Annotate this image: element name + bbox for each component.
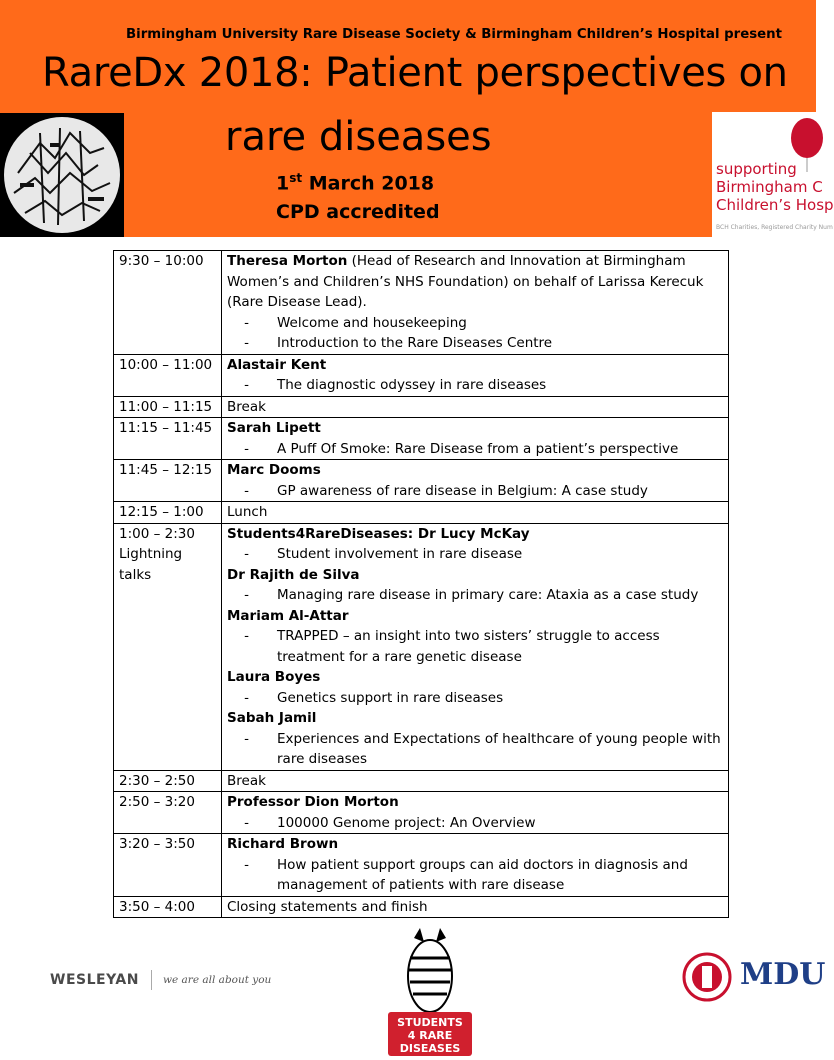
event-date: 1st March 2018 <box>276 171 435 195</box>
session-details <box>222 523 729 770</box>
charity-logo-text3: Children’s Hosp <box>716 196 834 214</box>
time-text: 10:00 – 11:00 <box>119 356 213 373</box>
schedule-row <box>114 251 729 355</box>
students-logo-l1: STUDENTS <box>397 1016 463 1029</box>
session-details <box>222 770 729 792</box>
schedule-table <box>113 250 729 918</box>
talk-item <box>227 855 723 896</box>
speaker-role: (Head of Research and Innovation at Birmingham Women’s and Children’s NHS Foundation) on behalf of Larissa Kerecuk (Rare Disease Lead). <box>227 253 704 310</box>
talk-item <box>227 626 723 667</box>
time-text: 3:50 – 4:00 <box>119 898 195 915</box>
schedule-row <box>114 396 729 418</box>
session-text: Closing statements and finish <box>227 898 428 915</box>
session-details <box>222 251 729 355</box>
session-details <box>222 896 729 918</box>
speaker-line <box>227 708 723 729</box>
dash-bullet: - <box>244 628 249 644</box>
session-details <box>222 354 729 396</box>
time-note: Lightning <box>119 546 183 562</box>
time-slot <box>114 792 222 834</box>
speaker-line <box>227 524 723 545</box>
talk-title: Introduction to the Rare Diseases Centre <box>277 335 553 351</box>
talk-item <box>227 688 723 709</box>
charity-logo <box>712 112 834 237</box>
speaker-line <box>227 606 723 627</box>
speaker-name: Sabah Jamil <box>227 710 317 726</box>
talk-title: Experiences and Expectations of healthcare of young people with rare diseases <box>277 730 721 767</box>
speaker-name: Dr Rajith de Silva <box>227 566 360 583</box>
session-text: Lunch <box>227 504 268 520</box>
time-slot <box>114 770 222 792</box>
speaker-name: Alastair Kent <box>227 356 327 373</box>
schedule-row <box>114 523 729 770</box>
schedule-row <box>114 418 729 460</box>
students-logo-l3: DISEASES <box>399 1042 461 1055</box>
talk-title: Genetics support in rare diseases <box>277 689 504 706</box>
talk-title: The diagnostic odyssey in rare diseases <box>277 377 547 393</box>
talk-item <box>227 375 723 396</box>
speaker-name: Marc Dooms <box>227 462 321 478</box>
charity-logo-text4: BCH Charities, Registered Charity Num <box>716 224 833 231</box>
speaker-line <box>227 251 723 313</box>
speaker-line <box>227 418 723 439</box>
mdu-logo: MDU <box>740 957 826 992</box>
dash-bullet: - <box>244 856 249 873</box>
time-slot <box>114 396 222 418</box>
dash-bullet: - <box>244 689 249 706</box>
time-text: 12:15 – 1:00 <box>119 504 204 520</box>
speaker-line <box>227 834 723 855</box>
session-text: Break <box>227 772 266 789</box>
presenter-line: Birmingham University Rare Disease Society & Birmingham Children’s Hospital present <box>126 27 782 42</box>
dash-bullet: - <box>244 730 249 747</box>
speaker-line <box>227 355 723 376</box>
talk-item <box>227 813 723 834</box>
event-title-line1: RareDx 2018: Patient perspectives on <box>42 50 788 96</box>
students4rarediseases-logo <box>384 928 476 1056</box>
talk-title: A Puff Of Smoke: Rare Disease from a patient’s perspective <box>277 440 679 457</box>
talk-title: TRAPPED – an insight into two sisters’ struggle to access treatment for a rare genetic disease <box>277 628 660 665</box>
time-text: 11:45 – 12:15 <box>119 462 213 478</box>
time-slot <box>114 896 222 918</box>
schedule-row <box>114 896 729 918</box>
talk-title: Student involvement in rare disease <box>277 546 523 562</box>
cpd-accredited: CPD accredited <box>276 201 440 223</box>
time-text: 3:20 – 3:50 <box>119 836 195 852</box>
speaker-line <box>227 792 723 813</box>
wesleyan-tagline: we are all about you <box>163 974 272 986</box>
time-text: 1:00 – 2:30 <box>119 525 195 542</box>
charity-logo-text1: supporting <box>716 160 797 178</box>
charity-logo-text2: Birmingham C <box>716 178 823 196</box>
session-details <box>222 502 729 524</box>
time-slot <box>114 460 222 502</box>
time-slot <box>114 834 222 897</box>
schedule-row <box>114 792 729 834</box>
speaker-name: Theresa Morton <box>227 253 348 269</box>
session-text: Break <box>227 398 266 415</box>
time-text: 2:50 – 3:20 <box>119 794 195 810</box>
schedule-row <box>114 460 729 502</box>
schedule-row <box>114 834 729 897</box>
dash-bullet: - <box>244 482 249 499</box>
session-details <box>222 792 729 834</box>
speaker-line <box>227 460 723 481</box>
session-details <box>222 418 729 460</box>
wesleyan-logo: WESLEYAN <box>50 972 139 988</box>
talk-item <box>227 481 723 502</box>
time-slot <box>114 418 222 460</box>
dash-bullet: - <box>244 546 249 562</box>
schedule-row <box>114 770 729 792</box>
dash-bullet: - <box>244 335 249 351</box>
talk-title: Welcome and housekeeping <box>277 314 467 331</box>
speaker-name: Richard Brown <box>227 836 339 852</box>
session-details <box>222 460 729 502</box>
time-slot <box>114 502 222 524</box>
wesleyan-divider <box>151 970 152 990</box>
time-note: talks <box>119 566 152 583</box>
session-details <box>222 834 729 897</box>
talk-item <box>227 333 723 354</box>
time-text: 9:30 – 10:00 <box>119 253 204 269</box>
session-details <box>222 396 729 418</box>
time-text: 11:00 – 11:15 <box>119 398 213 415</box>
talk-title: How patient support groups can aid doctors in diagnosis and management of patients with rare disease <box>277 856 688 893</box>
dash-bullet: - <box>244 587 249 603</box>
schedule-row <box>114 502 729 524</box>
dash-bullet: - <box>244 314 249 331</box>
talk-title: Managing rare disease in primary care: Ataxia as a case study <box>277 587 699 603</box>
talk-item <box>227 544 723 565</box>
time-slot <box>114 251 222 355</box>
speaker-name: Students4RareDiseases: Dr Lucy McKay <box>227 525 530 542</box>
talk-title: 100000 Genome project: An Overview <box>277 814 536 831</box>
students-logo-l2: 4 RARE <box>407 1029 453 1042</box>
mdu-seal-icon <box>682 952 732 1002</box>
event-title-line2: rare diseases <box>225 114 492 160</box>
dash-bullet: - <box>244 440 249 457</box>
speaker-name: Laura Boyes <box>227 669 321 685</box>
time-slot <box>114 354 222 396</box>
talk-title: GP awareness of rare disease in Belgium: A case study <box>277 482 648 499</box>
dash-bullet: - <box>244 814 249 831</box>
talk-item <box>227 439 723 460</box>
time-slot <box>114 523 222 770</box>
speaker-name: Mariam Al-Attar <box>227 607 349 624</box>
talk-item <box>227 729 723 770</box>
dash-bullet: - <box>244 377 249 393</box>
speaker-line <box>227 667 723 688</box>
talk-item <box>227 313 723 334</box>
speaker-line <box>227 565 723 586</box>
society-logo <box>0 113 124 237</box>
header-banner <box>0 0 834 237</box>
speaker-name: Sarah Lipett <box>227 420 321 436</box>
talk-item <box>227 585 723 606</box>
speaker-name: Professor Dion Morton <box>227 794 399 810</box>
schedule-row <box>114 354 729 396</box>
time-text: 11:15 – 11:45 <box>119 420 213 436</box>
time-text: 2:30 – 2:50 <box>119 772 195 789</box>
